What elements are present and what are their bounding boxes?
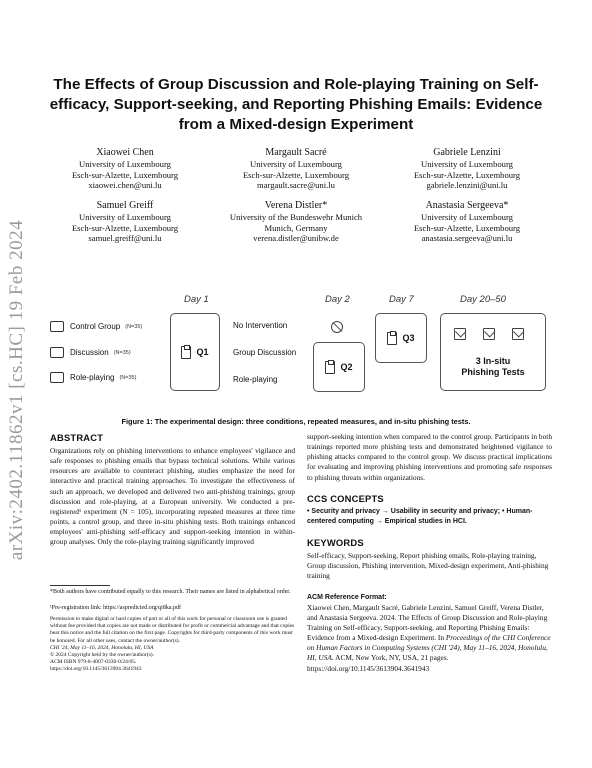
- figure-caption: Figure 1: The experimental design: three conditions, repeated measures, and in-situ phishing tests.: [121, 417, 471, 426]
- group-row-discussion: [50, 347, 131, 358]
- group-row-control: [50, 321, 142, 332]
- author-6: [382, 199, 552, 244]
- author-affiliation: University of Luxembourg: [421, 159, 513, 169]
- people-icon: [50, 347, 64, 358]
- q3-label: Q3: [402, 333, 415, 343]
- paper-title: The Effects of Group Discussion and Role-playing Training on Self-efficacy, Support-seeking, and Reporting Phishing Emails: Evidence from a Mixed-design Experiment: [49, 76, 543, 133]
- reference-plain: Xiaowei Chen, Margault Sacré, Gabriele Lenzini, Samuel Greiff, Verena Distler, and Anastasia Sergeeva. 2024. The Effects of Group Discussion and Role-playing Training on Self-efficacy, Support-seeking, and Reporting Phishing Emails: Evidence from a Mixed-design Experiment. In: [307, 602, 548, 643]
- author-email[interactable]: samuel.greiff@uni.lu: [88, 233, 162, 244]
- author-1: [40, 146, 210, 191]
- author-location: Esch-sur-Alzette, Luxembourg: [242, 169, 350, 180]
- group-label: Control Group: [70, 322, 121, 331]
- permission-block: [50, 616, 295, 674]
- doi-link[interactable]: https://doi.org/10.1145/3613904.3641943: [50, 666, 142, 673]
- reference-text: [307, 603, 552, 674]
- condition-label: Group Discussion: [233, 348, 297, 357]
- author-location: Esch-sur-Alzette, Luxembourg: [71, 169, 179, 180]
- day-label: Day 20–50: [460, 294, 506, 305]
- author-affiliation: University of Luxembourg: [250, 159, 342, 169]
- abstract-heading: ABSTRACT: [50, 432, 104, 443]
- group-n: (N=35): [125, 323, 143, 330]
- author-name: Xiaowei Chen: [96, 147, 154, 158]
- author-affiliation: University of Luxembourg: [421, 212, 513, 222]
- day-label: Day 1: [184, 294, 209, 305]
- author-4: [40, 199, 210, 244]
- q1-box: [170, 313, 220, 391]
- ccs-text: • Security and privacy → Usability in security and privacy; • Human-centered computing → Empirical studies in HCI.: [307, 507, 533, 525]
- reference-heading: ACM Reference Format:: [307, 593, 387, 601]
- author-email[interactable]: verena.distler@unibw.de: [253, 233, 339, 244]
- isbn-line: ACM ISBN 979-8-4007-0330-0/24/05.: [50, 659, 137, 666]
- reference-tail: ACM, New York, NY, USA, 21 pages. https://doi.org/10.1145/3613904.3641943: [307, 653, 449, 673]
- laptop-icon: [50, 321, 64, 332]
- author-email[interactable]: margault.sacre@uni.lu: [257, 180, 335, 191]
- clipboard-icon: [181, 346, 191, 359]
- author-location: Esch-sur-Alzette, Luxembourg: [71, 222, 179, 233]
- right-column: [307, 432, 552, 674]
- group-label: Role-playing: [70, 373, 115, 382]
- mail-icon: [454, 328, 466, 340]
- author-affiliation: University of the Bundeswehr Munich: [229, 212, 363, 222]
- venue-line: CHI '24, May 11–16, 2024, Honolulu, HI, USA: [50, 644, 154, 651]
- arxiv-stamp-text: arXiv:2402.11862v1 [cs.HC] 19 Feb 2024: [6, 219, 27, 561]
- footnote-equal: *Both authors have contributed equally to this research. Their names are listed in alphabetical order.: [50, 589, 291, 595]
- phishing-tests-box: [440, 313, 546, 391]
- mail-icon: [483, 328, 495, 340]
- group-label: Discussion: [70, 348, 109, 357]
- author-location: Esch-sur-Alzette, Luxembourg: [413, 169, 521, 180]
- group-row-roleplaying: [50, 372, 136, 383]
- author-email[interactable]: gabriele.lenzini@uni.lu: [426, 180, 508, 191]
- keywords-heading: KEYWORDS: [307, 537, 364, 549]
- phishing-tests-label: 3 In-situ Phishing Tests: [461, 356, 525, 377]
- q3-box: [375, 313, 427, 363]
- author-name: Margault Sacré: [265, 147, 327, 158]
- day-label: Day 2: [325, 294, 350, 305]
- copyright-line: © 2024 Copyright held by the owner/author(s).: [50, 652, 154, 659]
- keywords-text: Self-efficacy, Support-seeking, Report phishing emails, Role-playing training, Group discussion, Phishing intervention, Mixed-design experiment, Anti-phishing training: [307, 551, 549, 581]
- author-affiliation: University of Luxembourg: [79, 212, 171, 222]
- author-name: Gabriele Lenzini: [433, 147, 501, 158]
- author-location: Esch-sur-Alzette, Luxembourg: [413, 222, 521, 233]
- ccs-heading: CCS CONCEPTS: [307, 492, 384, 504]
- author-affiliation: University of Luxembourg: [79, 159, 171, 169]
- abstract-text-right: support-seeking intention when compared to the control group. Participants in both trainings reported more phishing tests and demonstrated heightened vigilance to phishing attacks compared to the control group. We discuss practical implications for evaluating and improving phishing interventions and promoting safe responses to phishing threats within organizations.: [307, 432, 552, 482]
- group-n: (N=35): [113, 349, 131, 356]
- no-intervention-icon: [331, 321, 343, 333]
- author-2: [211, 146, 381, 191]
- author-email[interactable]: xiaowei.chen@uni.lu: [88, 180, 162, 191]
- condition-label: Role-playing: [233, 375, 278, 384]
- clipboard-icon: [387, 332, 397, 345]
- author-name: Samuel Greiff: [96, 200, 154, 211]
- people-icon: [50, 372, 64, 383]
- author-5: [211, 199, 381, 244]
- permission-text: Permission to make digital or hard copies of part or all of this work for personal or classroom use is granted without fee provided that copies are not made or distributed for profit or commercial advantage and that copies bear this notice and the full citation on the first page. Copyrights for third-party components of this work must be honored. For all other uses, contact the owner/author(s).: [50, 616, 295, 644]
- footnote-prereg: ¹Pre-registration link: https://aspredicted.org/qi8ka.pdf: [50, 605, 181, 611]
- footnote-rule: [50, 585, 110, 586]
- author-email[interactable]: anastasia.sergeeva@uni.lu: [421, 233, 513, 244]
- author-name: Anastasia Sergeeva*: [425, 200, 509, 211]
- author-location: Munich, Germany: [264, 222, 328, 233]
- q2-box: [313, 342, 365, 392]
- reference-proceedings: Proceedings of the CHI Conference on Human Factors in Computing Systems (CHI '24), May 11–16, 2024, Honolulu, HI, USA.: [307, 633, 551, 663]
- group-n: (N=35): [119, 374, 137, 381]
- day-label: Day 7: [389, 294, 414, 305]
- clipboard-icon: [325, 361, 335, 374]
- author-3: [382, 146, 552, 191]
- left-column: [50, 432, 295, 548]
- mail-icon: [512, 328, 524, 340]
- abstract-text-left: Organizations rely on phishing interventions to enhance employees' vigilance and safe responses to phishing emails that bypass technical solutions. While various resources are available to counteract phishing, studies emphasize the need for interactive and practical training approaches. To investigate the effectiveness of such an approach, we developed and delivered two anti-phishing trainings, group discussion and role-playing, at a European university. We conducted a pre-registered¹ experiment (N = 105), incorporating repeated measures at three time points, a control group, and three in-situ phishing tests. Both trainings enhanced employees' anti-phishing self-efficacy and support-seeking intention in within-group analyses. Only the role-playing training significantly improved: [50, 446, 295, 547]
- q1-label: Q1: [196, 347, 209, 357]
- condition-label: No Intervention: [233, 321, 288, 330]
- arxiv-stamp: [2, 200, 32, 580]
- experimental-design-figure: [50, 290, 546, 405]
- author-name: Verena Distler*: [264, 200, 328, 211]
- q2-label: Q2: [340, 362, 353, 372]
